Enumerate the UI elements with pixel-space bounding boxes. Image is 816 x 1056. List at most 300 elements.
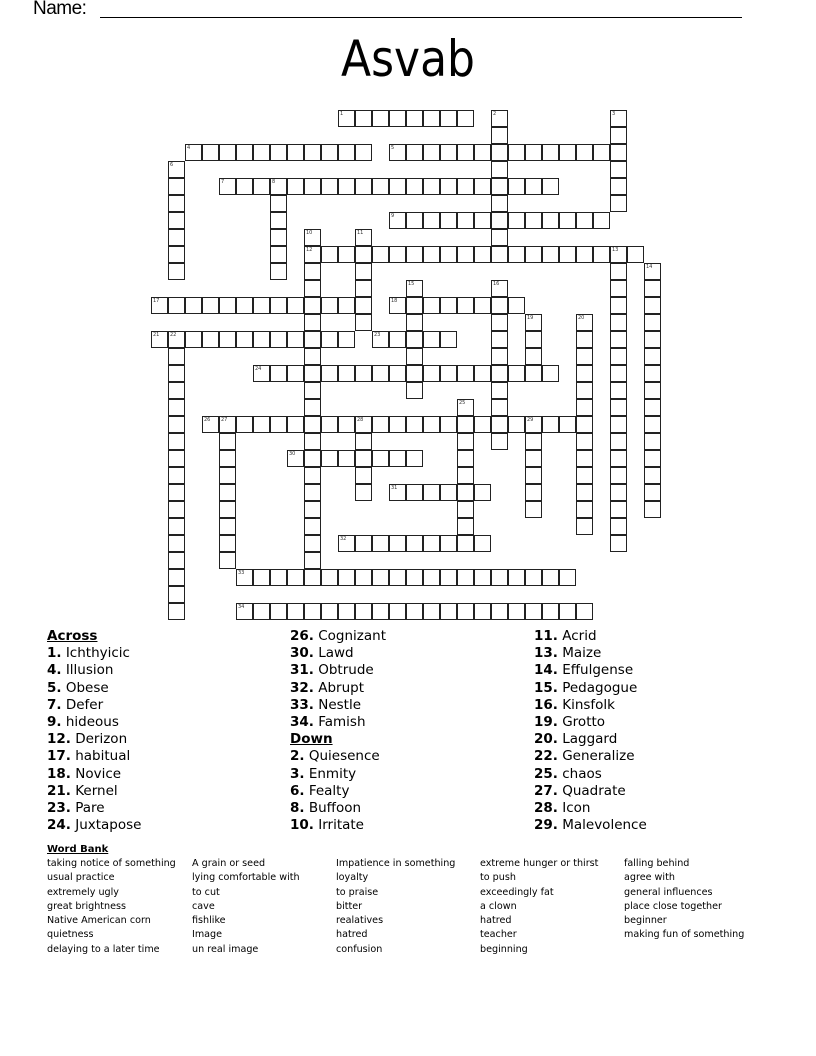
crossword-cell[interactable]: [406, 382, 423, 399]
crossword-cell[interactable]: [321, 246, 338, 263]
crossword-cell[interactable]: [406, 110, 423, 127]
crossword-cell[interactable]: [576, 399, 593, 416]
crossword-cell[interactable]: [219, 467, 236, 484]
crossword-cell[interactable]: [525, 314, 542, 331]
crossword-cell[interactable]: [389, 212, 406, 229]
crossword-cell[interactable]: [287, 144, 304, 161]
crossword-cell[interactable]: [644, 399, 661, 416]
crossword-cell[interactable]: [253, 603, 270, 620]
crossword-cell[interactable]: [372, 331, 389, 348]
crossword-cell[interactable]: [559, 212, 576, 229]
crossword-cell[interactable]: [610, 178, 627, 195]
crossword-cell[interactable]: [576, 467, 593, 484]
crossword-cell[interactable]: [253, 331, 270, 348]
crossword-cell[interactable]: [610, 280, 627, 297]
crossword-cell[interactable]: [236, 178, 253, 195]
crossword-cell[interactable]: [304, 382, 321, 399]
crossword-cell[interactable]: [474, 535, 491, 552]
crossword-cell[interactable]: [270, 246, 287, 263]
crossword-cell[interactable]: [406, 314, 423, 331]
crossword-cell[interactable]: [542, 603, 559, 620]
crossword-cell[interactable]: [389, 246, 406, 263]
crossword-cell[interactable]: [168, 178, 185, 195]
crossword-cell[interactable]: [168, 246, 185, 263]
crossword-cell[interactable]: [168, 195, 185, 212]
crossword-cell[interactable]: [457, 144, 474, 161]
crossword-cell[interactable]: [644, 484, 661, 501]
crossword-cell[interactable]: [389, 178, 406, 195]
crossword-cell[interactable]: [423, 416, 440, 433]
crossword-cell[interactable]: [338, 450, 355, 467]
crossword-cell[interactable]: [202, 297, 219, 314]
crossword-cell[interactable]: [491, 382, 508, 399]
crossword-cell[interactable]: [304, 178, 321, 195]
crossword-cell[interactable]: [576, 433, 593, 450]
crossword-cell[interactable]: [406, 569, 423, 586]
crossword-cell[interactable]: [355, 603, 372, 620]
crossword-cell[interactable]: [202, 144, 219, 161]
crossword-cell[interactable]: [270, 195, 287, 212]
crossword-cell[interactable]: [610, 399, 627, 416]
crossword-cell[interactable]: [474, 416, 491, 433]
crossword-cell[interactable]: [610, 416, 627, 433]
crossword-cell[interactable]: [270, 144, 287, 161]
crossword-cell[interactable]: [168, 433, 185, 450]
crossword-cell[interactable]: [168, 501, 185, 518]
crossword-cell[interactable]: [168, 263, 185, 280]
crossword-cell[interactable]: [253, 569, 270, 586]
crossword-cell[interactable]: [440, 212, 457, 229]
crossword-cell[interactable]: [525, 212, 542, 229]
crossword-cell[interactable]: [440, 569, 457, 586]
crossword-cell[interactable]: [168, 416, 185, 433]
crossword-cell[interactable]: [304, 280, 321, 297]
crossword-cell[interactable]: [457, 246, 474, 263]
crossword-cell[interactable]: [576, 501, 593, 518]
crossword-cell[interactable]: [287, 178, 304, 195]
crossword-cell[interactable]: [236, 416, 253, 433]
crossword-cell[interactable]: [304, 144, 321, 161]
crossword-cell[interactable]: [321, 178, 338, 195]
crossword-cell[interactable]: [644, 280, 661, 297]
crossword-cell[interactable]: [338, 178, 355, 195]
crossword-cell[interactable]: [236, 331, 253, 348]
crossword-cell[interactable]: [236, 144, 253, 161]
crossword-cell[interactable]: [610, 297, 627, 314]
crossword-cell[interactable]: [610, 144, 627, 161]
crossword-cell[interactable]: [457, 399, 474, 416]
crossword-cell[interactable]: [304, 348, 321, 365]
crossword-cell[interactable]: [406, 484, 423, 501]
crossword-cell[interactable]: [338, 246, 355, 263]
crossword-cell[interactable]: [338, 535, 355, 552]
crossword-cell[interactable]: [525, 331, 542, 348]
crossword-cell[interactable]: [406, 331, 423, 348]
crossword-cell[interactable]: [355, 450, 372, 467]
crossword-cell[interactable]: [287, 569, 304, 586]
crossword-cell[interactable]: [457, 433, 474, 450]
crossword-cell[interactable]: [168, 484, 185, 501]
crossword-cell[interactable]: [576, 246, 593, 263]
crossword-cell[interactable]: [321, 365, 338, 382]
crossword-cell[interactable]: [338, 365, 355, 382]
crossword-cell[interactable]: [576, 382, 593, 399]
crossword-cell[interactable]: [168, 569, 185, 586]
crossword-cell[interactable]: [338, 144, 355, 161]
crossword-cell[interactable]: [474, 603, 491, 620]
crossword-cell[interactable]: [236, 297, 253, 314]
crossword-cell[interactable]: [508, 178, 525, 195]
crossword-cell[interactable]: [168, 450, 185, 467]
crossword-cell[interactable]: [491, 144, 508, 161]
crossword-cell[interactable]: [525, 569, 542, 586]
crossword-cell[interactable]: [593, 144, 610, 161]
crossword-cell[interactable]: [270, 603, 287, 620]
crossword-cell[interactable]: [389, 110, 406, 127]
crossword-cell[interactable]: [406, 297, 423, 314]
crossword-cell[interactable]: [406, 280, 423, 297]
crossword-cell[interactable]: [389, 144, 406, 161]
crossword-cell[interactable]: [355, 365, 372, 382]
crossword-cell[interactable]: [423, 178, 440, 195]
crossword-cell[interactable]: [525, 348, 542, 365]
crossword-cell[interactable]: [185, 144, 202, 161]
crossword-cell[interactable]: [440, 535, 457, 552]
crossword-cell[interactable]: [457, 178, 474, 195]
crossword-cell[interactable]: [321, 416, 338, 433]
crossword-cell[interactable]: [610, 161, 627, 178]
crossword-cell[interactable]: [576, 144, 593, 161]
crossword-cell[interactable]: [542, 246, 559, 263]
crossword-cell[interactable]: [355, 535, 372, 552]
crossword-cell[interactable]: [168, 331, 185, 348]
crossword-cell[interactable]: [253, 144, 270, 161]
crossword-cell[interactable]: [525, 603, 542, 620]
crossword-cell[interactable]: [287, 450, 304, 467]
crossword-cell[interactable]: [610, 314, 627, 331]
crossword-cell[interactable]: [219, 535, 236, 552]
crossword-cell[interactable]: [457, 518, 474, 535]
crossword-cell[interactable]: [474, 569, 491, 586]
crossword-cell[interactable]: [304, 229, 321, 246]
crossword-cell[interactable]: [576, 331, 593, 348]
crossword-cell[interactable]: [542, 178, 559, 195]
crossword-cell[interactable]: [219, 552, 236, 569]
crossword-cell[interactable]: [525, 144, 542, 161]
crossword-cell[interactable]: [406, 416, 423, 433]
crossword-cell[interactable]: [389, 484, 406, 501]
crossword-cell[interactable]: [304, 467, 321, 484]
crossword-cell[interactable]: [525, 467, 542, 484]
crossword-cell[interactable]: [559, 569, 576, 586]
crossword-cell[interactable]: [219, 297, 236, 314]
crossword-cell[interactable]: [372, 246, 389, 263]
crossword-cell[interactable]: [593, 246, 610, 263]
crossword-cell[interactable]: [287, 331, 304, 348]
crossword-cell[interactable]: [576, 212, 593, 229]
crossword-cell[interactable]: [457, 501, 474, 518]
crossword-cell[interactable]: [610, 365, 627, 382]
crossword-cell[interactable]: [491, 314, 508, 331]
crossword-cell[interactable]: [406, 348, 423, 365]
crossword-cell[interactable]: [491, 280, 508, 297]
crossword-cell[interactable]: [168, 399, 185, 416]
crossword-cell[interactable]: [457, 297, 474, 314]
crossword-cell[interactable]: [219, 518, 236, 535]
crossword-cell[interactable]: [423, 569, 440, 586]
crossword-cell[interactable]: [525, 416, 542, 433]
crossword-cell[interactable]: [168, 348, 185, 365]
crossword-cell[interactable]: [338, 110, 355, 127]
crossword-cell[interactable]: [168, 518, 185, 535]
crossword-cell[interactable]: [253, 365, 270, 382]
crossword-cell[interactable]: [355, 110, 372, 127]
crossword-cell[interactable]: [457, 535, 474, 552]
crossword-cell[interactable]: [372, 603, 389, 620]
crossword-cell[interactable]: [355, 263, 372, 280]
crossword-cell[interactable]: [321, 603, 338, 620]
crossword-cell[interactable]: [508, 603, 525, 620]
crossword-cell[interactable]: [542, 212, 559, 229]
crossword-cell[interactable]: [508, 212, 525, 229]
crossword-cell[interactable]: [491, 127, 508, 144]
crossword-cell[interactable]: [219, 450, 236, 467]
crossword-cell[interactable]: [525, 450, 542, 467]
name-field[interactable]: [33, 0, 86, 20]
crossword-cell[interactable]: [219, 144, 236, 161]
crossword-cell[interactable]: [202, 416, 219, 433]
crossword-cell[interactable]: [440, 365, 457, 382]
crossword-cell[interactable]: [423, 212, 440, 229]
crossword-cell[interactable]: [610, 331, 627, 348]
crossword-cell[interactable]: [406, 603, 423, 620]
crossword-cell[interactable]: [270, 365, 287, 382]
crossword-cell[interactable]: [321, 331, 338, 348]
crossword-cell[interactable]: [355, 280, 372, 297]
crossword-cell[interactable]: [542, 144, 559, 161]
crossword-cell[interactable]: [440, 110, 457, 127]
crossword-cell[interactable]: [304, 518, 321, 535]
crossword-cell[interactable]: [304, 399, 321, 416]
crossword-cell[interactable]: [491, 212, 508, 229]
crossword-cell[interactable]: [270, 263, 287, 280]
crossword-cell[interactable]: [355, 297, 372, 314]
crossword-cell[interactable]: [270, 331, 287, 348]
crossword-cell[interactable]: [457, 110, 474, 127]
crossword-cell[interactable]: [304, 263, 321, 280]
crossword-cell[interactable]: [389, 365, 406, 382]
crossword-cell[interactable]: [610, 535, 627, 552]
crossword-cell[interactable]: [406, 365, 423, 382]
crossword-cell[interactable]: [491, 195, 508, 212]
crossword-cell[interactable]: [474, 365, 491, 382]
crossword-cell[interactable]: [610, 484, 627, 501]
crossword-cell[interactable]: [168, 365, 185, 382]
crossword-cell[interactable]: [219, 484, 236, 501]
crossword-cell[interactable]: [168, 535, 185, 552]
crossword-cell[interactable]: [253, 178, 270, 195]
crossword-cell[interactable]: [304, 535, 321, 552]
crossword-cell[interactable]: [168, 297, 185, 314]
crossword-cell[interactable]: [440, 603, 457, 620]
crossword-cell[interactable]: [491, 348, 508, 365]
crossword-cell[interactable]: [508, 297, 525, 314]
crossword-cell[interactable]: [406, 212, 423, 229]
crossword-cell[interactable]: [338, 603, 355, 620]
crossword-cell[interactable]: [304, 297, 321, 314]
crossword-cell[interactable]: [355, 569, 372, 586]
crossword-cell[interactable]: [491, 229, 508, 246]
crossword-cell[interactable]: [304, 314, 321, 331]
crossword-cell[interactable]: [321, 144, 338, 161]
crossword-cell[interactable]: [338, 416, 355, 433]
crossword-cell[interactable]: [304, 501, 321, 518]
crossword-cell[interactable]: [372, 365, 389, 382]
crossword-cell[interactable]: [389, 569, 406, 586]
crossword-cell[interactable]: [372, 535, 389, 552]
crossword-cell[interactable]: [338, 569, 355, 586]
crossword-cell[interactable]: [372, 450, 389, 467]
crossword-cell[interactable]: [355, 229, 372, 246]
crossword-cell[interactable]: [423, 603, 440, 620]
crossword-cell[interactable]: [457, 484, 474, 501]
crossword-cell[interactable]: [338, 297, 355, 314]
crossword-cell[interactable]: [389, 331, 406, 348]
crossword-cell[interactable]: [474, 144, 491, 161]
crossword-cell[interactable]: [525, 365, 542, 382]
crossword-cell[interactable]: [440, 144, 457, 161]
crossword-cell[interactable]: [168, 161, 185, 178]
crossword-cell[interactable]: [559, 246, 576, 263]
crossword-cell[interactable]: [406, 144, 423, 161]
crossword-cell[interactable]: [355, 467, 372, 484]
crossword-cell[interactable]: [457, 212, 474, 229]
crossword-cell[interactable]: [508, 246, 525, 263]
crossword-cell[interactable]: [236, 603, 253, 620]
crossword-cell[interactable]: [610, 518, 627, 535]
crossword-cell[interactable]: [304, 603, 321, 620]
crossword-cell[interactable]: [185, 297, 202, 314]
crossword-cell[interactable]: [474, 178, 491, 195]
crossword-cell[interactable]: [457, 467, 474, 484]
crossword-cell[interactable]: [644, 382, 661, 399]
crossword-cell[interactable]: [406, 450, 423, 467]
crossword-cell[interactable]: [355, 433, 372, 450]
name-line[interactable]: [100, 17, 742, 18]
crossword-cell[interactable]: [270, 416, 287, 433]
crossword-cell[interactable]: [287, 416, 304, 433]
crossword-cell[interactable]: [644, 263, 661, 280]
crossword-cell[interactable]: [168, 229, 185, 246]
crossword-cell[interactable]: [304, 433, 321, 450]
crossword-cell[interactable]: [423, 297, 440, 314]
crossword-cell[interactable]: [491, 161, 508, 178]
crossword-cell[interactable]: [168, 467, 185, 484]
crossword-cell[interactable]: [474, 484, 491, 501]
crossword-cell[interactable]: [508, 569, 525, 586]
crossword-cell[interactable]: [559, 603, 576, 620]
crossword-cell[interactable]: [355, 144, 372, 161]
crossword-cell[interactable]: [576, 484, 593, 501]
crossword-cell[interactable]: [525, 501, 542, 518]
crossword-cell[interactable]: [219, 433, 236, 450]
crossword-cell[interactable]: [610, 110, 627, 127]
crossword-cell[interactable]: [644, 467, 661, 484]
crossword-cell[interactable]: [610, 246, 627, 263]
crossword-cell[interactable]: [253, 297, 270, 314]
crossword-cell[interactable]: [610, 348, 627, 365]
crossword-cell[interactable]: [440, 246, 457, 263]
crossword-cell[interactable]: [406, 178, 423, 195]
crossword-cell[interactable]: [508, 416, 525, 433]
crossword-cell[interactable]: [491, 399, 508, 416]
crossword-cell[interactable]: [576, 518, 593, 535]
crossword-cell[interactable]: [474, 212, 491, 229]
crossword-cell[interactable]: [610, 501, 627, 518]
crossword-cell[interactable]: [644, 297, 661, 314]
crossword-cell[interactable]: [423, 535, 440, 552]
crossword-cell[interactable]: [440, 178, 457, 195]
crossword-cell[interactable]: [389, 603, 406, 620]
crossword-cell[interactable]: [440, 484, 457, 501]
crossword-cell[interactable]: [525, 433, 542, 450]
crossword-cell[interactable]: [559, 416, 576, 433]
crossword-cell[interactable]: [338, 331, 355, 348]
crossword-cell[interactable]: [287, 365, 304, 382]
crossword-cell[interactable]: [287, 603, 304, 620]
crossword-cell[interactable]: [457, 450, 474, 467]
crossword-cell[interactable]: [304, 246, 321, 263]
crossword-cell[interactable]: [423, 365, 440, 382]
crossword-cell[interactable]: [576, 314, 593, 331]
crossword-cell[interactable]: [151, 297, 168, 314]
crossword-cell[interactable]: [644, 450, 661, 467]
crossword-cell[interactable]: [219, 178, 236, 195]
crossword-cell[interactable]: [304, 365, 321, 382]
crossword-cell[interactable]: [440, 416, 457, 433]
crossword-cell[interactable]: [440, 331, 457, 348]
crossword-cell[interactable]: [491, 433, 508, 450]
crossword-cell[interactable]: [491, 110, 508, 127]
crossword-cell[interactable]: [610, 382, 627, 399]
crossword-cell[interactable]: [491, 246, 508, 263]
crossword-cell[interactable]: [440, 297, 457, 314]
crossword-cell[interactable]: [610, 127, 627, 144]
crossword-cell[interactable]: [406, 535, 423, 552]
crossword-cell[interactable]: [372, 178, 389, 195]
crossword-cell[interactable]: [525, 178, 542, 195]
crossword-cell[interactable]: [593, 212, 610, 229]
crossword-cell[interactable]: [168, 586, 185, 603]
crossword-cell[interactable]: [610, 467, 627, 484]
crossword-cell[interactable]: [355, 484, 372, 501]
crossword-cell[interactable]: [219, 416, 236, 433]
crossword-cell[interactable]: [423, 246, 440, 263]
crossword-cell[interactable]: [304, 484, 321, 501]
crossword-cell[interactable]: [304, 331, 321, 348]
crossword-cell[interactable]: [270, 229, 287, 246]
crossword-cell[interactable]: [185, 331, 202, 348]
crossword-cell[interactable]: [219, 331, 236, 348]
crossword-cell[interactable]: [168, 603, 185, 620]
crossword-cell[interactable]: [304, 569, 321, 586]
crossword-cell[interactable]: [423, 144, 440, 161]
crossword-cell[interactable]: [491, 297, 508, 314]
crossword-cell[interactable]: [576, 603, 593, 620]
crossword-cell[interactable]: [372, 416, 389, 433]
crossword-cell[interactable]: [644, 314, 661, 331]
crossword-cell[interactable]: [508, 144, 525, 161]
